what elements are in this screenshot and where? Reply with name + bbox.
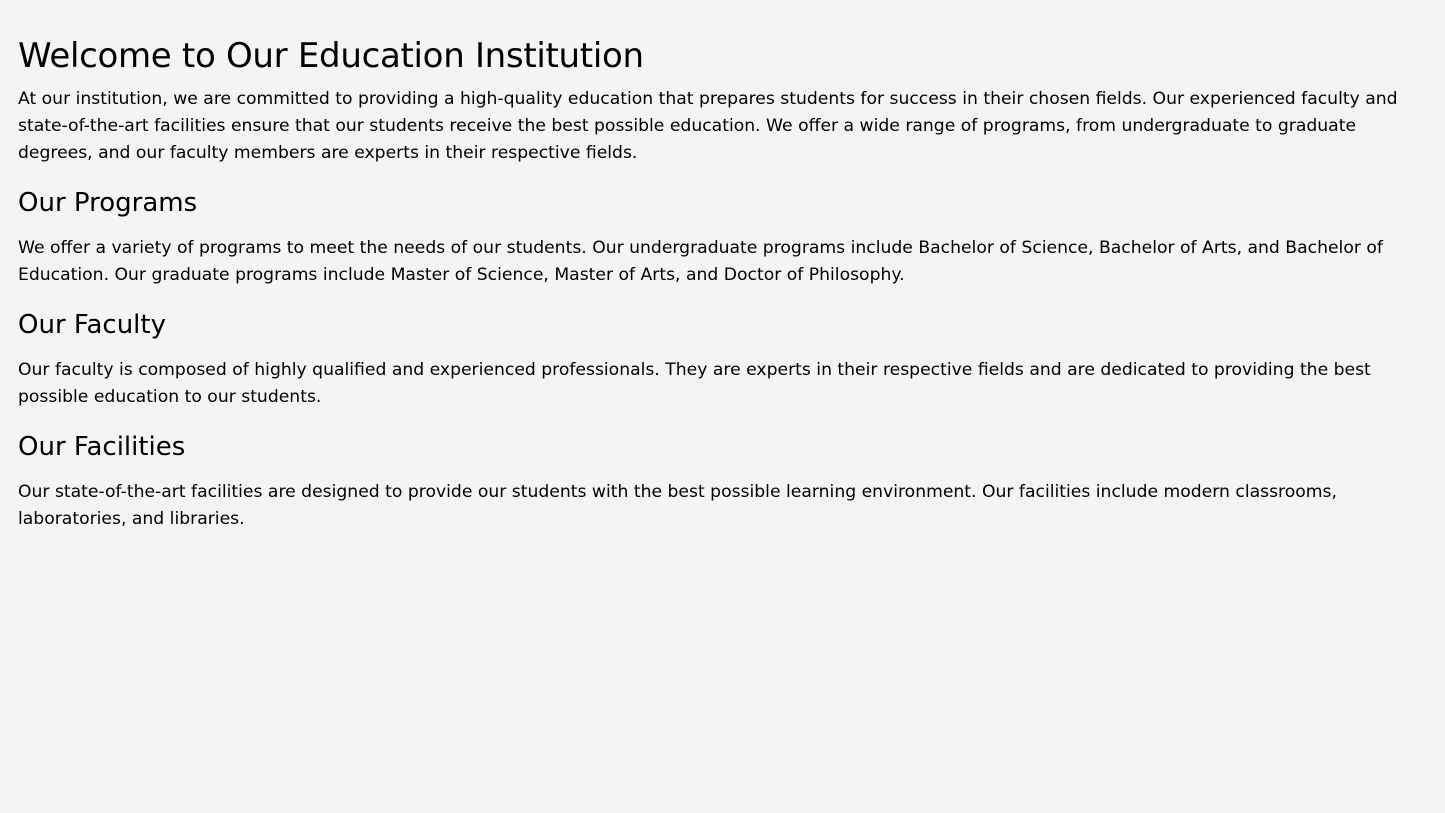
- faculty-paragraph: Our faculty is composed of highly qualified and experienced professionals. They are experts in their respective fields and are dedicated to providing the best possible education to our students.: [18, 360, 1371, 407]
- facilities-paragraph: Our state-of-the-art facilities are designed to provide our students with the best possible learning environment. Our facilities include modern classrooms, laboratories, and libraries.: [18, 482, 1337, 529]
- page-title: Welcome to Our Education Institution: [18, 36, 644, 76]
- facilities-heading: Our Facilities: [18, 432, 186, 462]
- programs-paragraph: We offer a variety of programs to meet the needs of our students. Our undergraduate programs include Bachelor of Science, Bachelor of Arts, and Bachelor of Education. Our graduate programs include Master of Science, Master of Arts, and Doctor of Philosophy.: [18, 238, 1383, 285]
- intro-paragraph: At our institution, we are committed to providing a high-quality education that prepares students for success in their chosen fields. Our experienced faculty and state-of-the-art facilities ensure that our students receive the best possible education. We offer a wide range of programs, from undergraduate to graduate degrees, and our faculty members are experts in their respective fields.: [18, 89, 1398, 163]
- faculty-heading: Our Faculty: [18, 310, 166, 340]
- programs-heading: Our Programs: [18, 188, 198, 218]
